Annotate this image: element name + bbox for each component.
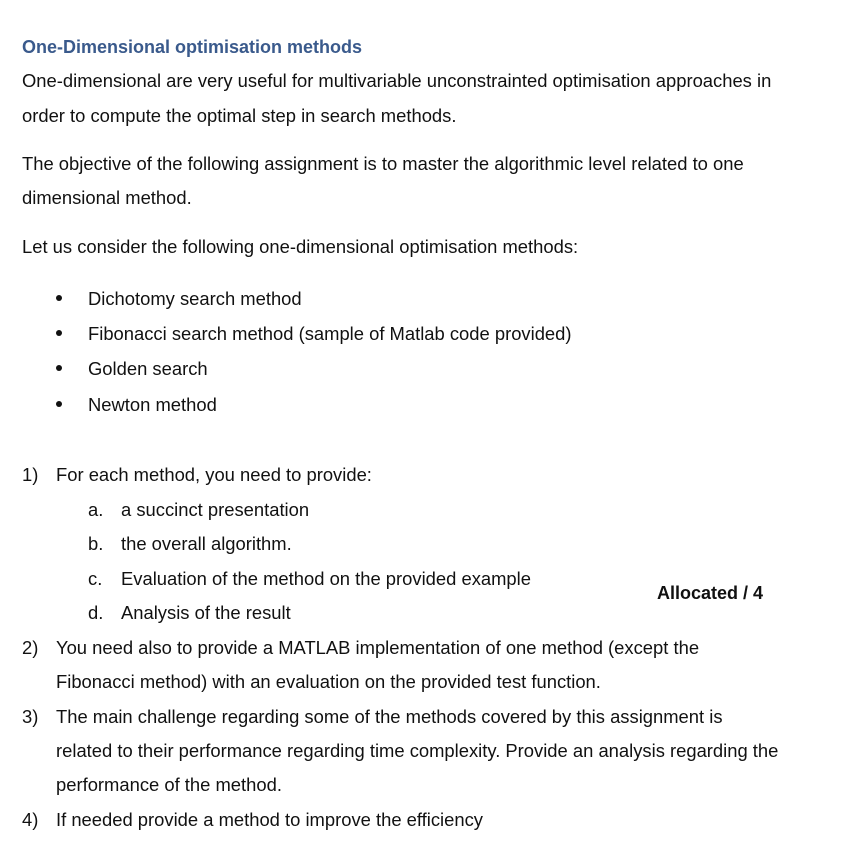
subtask-c-text: Evaluation of the method on the provided example [121,568,531,589]
objective-line-2: dimensional method. [22,187,192,208]
subtask-d-letter: d. [88,602,104,623]
list-item: Golden search [88,358,208,379]
list-item: Fibonacci search method (sample of Matlab code provided) [88,323,572,344]
task-2-line-2: Fibonacci method) with an evaluation on the provided test function. [56,671,601,692]
list-item: Dichotomy search method [88,288,302,309]
objective-line-1: The objective of the following assignment is to master the algorithmic level related to one [22,153,744,174]
task-4-number: 4) [22,809,39,830]
intro-line-2: order to compute the optimal step in search methods. [22,105,457,126]
consider-text: Let us consider the following one-dimensional optimisation methods: [22,236,579,257]
subtask-b-letter: b. [88,533,104,554]
bullet-icon [56,401,62,407]
subtask-c-letter: c. [88,568,103,589]
task-3-line-2: related to their performance regarding time complexity. Provide an analysis regarding the [56,740,779,761]
task-2-number: 2) [22,637,39,658]
bullet-icon [56,365,62,371]
task-1-text: For each method, you need to provide: [56,464,372,485]
task-1-number: 1) [22,464,39,485]
task-3-line-1: The main challenge regarding some of the methods covered by this assignment is [56,706,723,727]
intro-line-1: One-dimensional are very useful for multivariable unconstrainted optimisation approaches in [22,70,772,91]
task-2-line-1: You need also to provide a MATLAB implementation of one method (except the [56,637,700,658]
list-item: Newton method [88,394,217,415]
task-4-text: If needed provide a method to improve the efficiency [56,809,483,830]
page-title: One-Dimensional optimisation methods [22,37,363,57]
task-3-number: 3) [22,706,39,727]
subtask-a-text: a succinct presentation [121,499,310,520]
task-3-line-3: performance of the method. [56,774,282,795]
subtask-d-text: Analysis of the result [121,602,291,623]
bullet-icon [56,295,62,301]
subtask-a-letter: a. [88,499,104,520]
bullet-icon [56,330,62,336]
subtask-b-text: the overall algorithm. [121,533,292,554]
allocated-marks: Allocated / 4 [657,583,764,603]
